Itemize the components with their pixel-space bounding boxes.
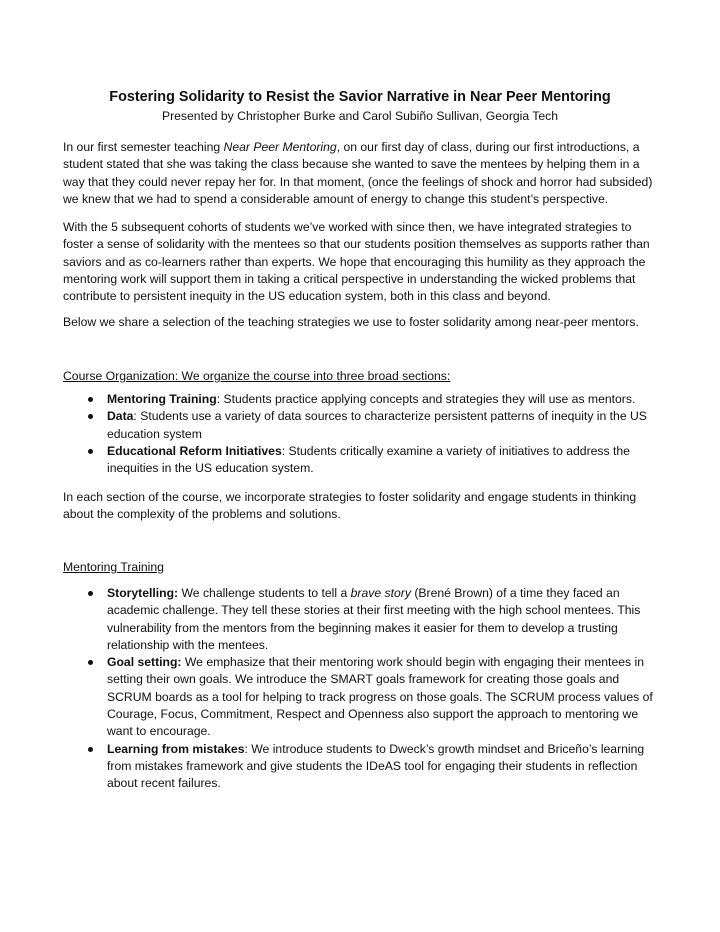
strategy-text: : We introduce students to Dweck’s growth mindset and Briceño’s learning from mistakes framework and give students the IDeAS tool for engaging their students in reflection about recent failures. <box>107 741 645 791</box>
list-item <box>107 443 655 478</box>
course-name-italic: Near Peer Mentoring <box>223 140 337 154</box>
course-organization-heading: Course Organization: We organize the course into three broad sections: <box>63 369 451 383</box>
list-item <box>107 408 655 443</box>
strategy-text: We emphasize that their mentoring work should begin with engaging their mentees in setting their own goals. We introduce the SMART goals framework for creating those goals and SCRUM boards as a tool for helping to track progress on those goals. The SCRUM process values of Courage, Focus, Commitment, Respect and Openness also support the approach to mentoring we want to encourage. <box>107 655 653 739</box>
section-label: Educational Reform Initiatives <box>107 443 282 458</box>
strategy-label: Learning from mistakes <box>107 741 245 756</box>
section-description: : Students use a variety of data sources to characterize persistent patterns of inequity in the US education system <box>107 409 647 441</box>
mentoring-training-heading: Mentoring Training <box>63 560 164 574</box>
strategy-italic: brave story <box>350 586 411 600</box>
strategy-label: Goal setting: <box>107 655 182 670</box>
section-description: : Students practice applying concepts and strategies they will use as mentors. <box>216 392 636 406</box>
bullet-icon <box>88 397 93 402</box>
document-subtitle: Presented by Christopher Burke and Carol Subiño Sullivan, Georgia Tech <box>161 109 559 123</box>
bullet-icon <box>88 414 93 419</box>
strategy-label: Storytelling: <box>107 586 179 600</box>
strategy-text: We challenge students to tell a <box>178 586 351 600</box>
bullet-icon <box>88 660 93 665</box>
course-organization-closing: In each section of the course, we incorporate strategies to foster solidarity and engage students in thinking about the complexity of the problems and solutions. <box>63 490 637 522</box>
list-item <box>107 391 655 408</box>
intro-paragraph-3: Below we share a selection of the teaching strategies we use to foster solidarity among near-peer mentors. <box>63 315 639 329</box>
section-description: : Students critically examine a variety of initiatives to address the inequities in the US education system. <box>107 443 630 476</box>
intro-p1-start: In our first semester teaching <box>63 140 224 154</box>
document-title: Fostering Solidarity to Resist the Savior Narrative in Near Peer Mentoring <box>109 89 611 105</box>
mentoring-strategies-list <box>107 585 655 793</box>
list-item <box>107 654 655 740</box>
bullet-icon <box>88 747 93 752</box>
list-item <box>107 585 655 654</box>
intro-paragraph-2: With the 5 subsequent cohorts of students we’ve worked with since then, we have integrated strategies to foster a sense of solidarity with the mentees so that our students position themselves as supports rather than saviors and as co-learners rather than experts. We hope that encouraging this humility as they approach the mentoring work will support them in taking a critical perspective in understanding the wicked problems that contribute to persistent inequity in the US education system, both in this class and beyond. <box>63 220 650 304</box>
course-sections-list <box>107 391 655 477</box>
list-item <box>107 741 655 793</box>
section-label: Data <box>107 409 134 424</box>
intro-p1-rest: , on our first day of class, during our first introductions, a student stated that she was taking the class because she wanted to save the mentees by helping them in a way that they could never repay her for. In that moment, (once the feelings of shock and horror had subsided) we knew that we had to spend a considerable amount of energy to change this student’s perspective. <box>63 140 653 206</box>
bullet-icon <box>88 591 93 596</box>
bullet-icon <box>88 449 93 454</box>
intro-paragraph-1 <box>63 139 663 208</box>
section-label: Mentoring Training <box>107 392 217 406</box>
strategy-text: (Brené Brown) of a time they faced an academic challenge. They tell these stories at their first meeting with the high school mentees. This vulnerability from the mentors from the beginning makes it easier for them to develop a trusting relationship with the mentees. <box>107 586 641 652</box>
